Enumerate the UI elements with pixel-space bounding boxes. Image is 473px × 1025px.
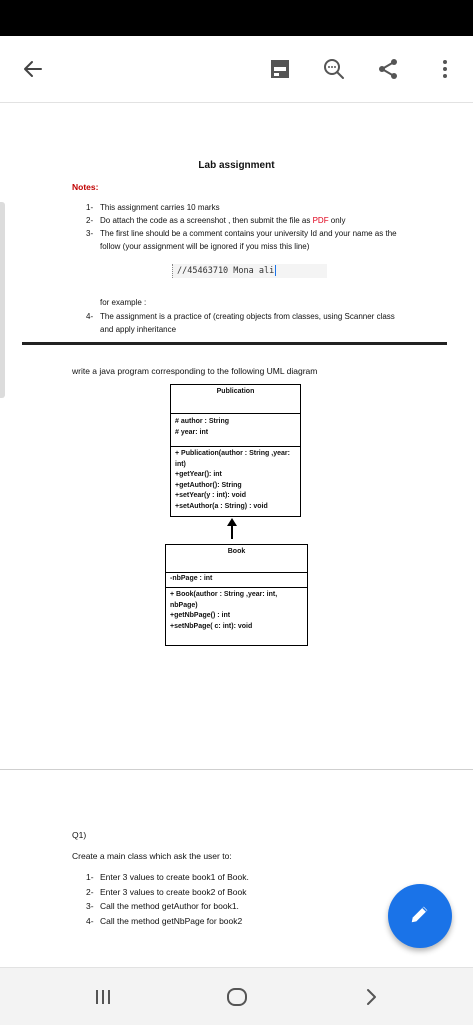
- uml-attributes: # author : String # year: int: [171, 414, 300, 447]
- uml-class-publication: [170, 384, 301, 517]
- status-bar: [0, 0, 473, 36]
- page-break: [0, 769, 473, 770]
- list-text: The assignment is a practice of (creating objects from classes, using Scanner class and apply inheritance: [100, 312, 395, 334]
- list-number: 4-: [86, 312, 94, 321]
- list-item: 2- Enter 3 values to create book2 of Book: [86, 886, 247, 897]
- question-intro: Create a main class which ask the user to:: [72, 851, 232, 861]
- uml-methods: + Publication(author : String ,year: int) +getYear(): int +getAuthor(): String +setYear(y : int): void +setAuthor(a : String) : void: [175, 450, 290, 510]
- list-item: [86, 310, 406, 336]
- back-chevron-icon[interactable]: [356, 982, 386, 1012]
- list-number: 1-: [86, 203, 94, 212]
- list-item: 4- Call the method getNbPage for book2: [86, 915, 243, 926]
- list-text: The first line should be a comment contains your university Id and your name as the follow (your assignment will be ignored if you miss this line): [100, 229, 397, 251]
- uml-instruction: write a java program corresponding to the following UML diagram: [72, 366, 318, 376]
- share-icon[interactable]: [375, 56, 401, 82]
- document-title: Lab assignment: [198, 160, 275, 171]
- more-vert-icon[interactable]: [432, 56, 458, 82]
- top-toolbar: [0, 36, 473, 103]
- question-list: [86, 870, 406, 928]
- uml-class-name: Book: [166, 545, 307, 573]
- uml-class-name: Publication: [171, 385, 300, 414]
- section-divider: [22, 342, 447, 345]
- uml-attributes: -nbPage : int: [166, 573, 307, 588]
- list-item: [86, 227, 406, 253]
- inheritance-arrow-line: [231, 525, 233, 539]
- notes-list-4: [86, 310, 406, 336]
- page-view-icon[interactable]: [267, 56, 293, 82]
- list-item: 1- Enter 3 values to create book1 of Book.: [86, 872, 249, 882]
- question-label: Q1): [72, 830, 87, 840]
- code-example: //45463710 Mona ali: [172, 264, 327, 278]
- list-number: 3-: [86, 229, 94, 238]
- pencil-edit-icon: [409, 903, 431, 930]
- notes-list: [86, 201, 406, 253]
- uml-class-book: [165, 544, 308, 646]
- notes-label: Notes:: [72, 182, 99, 192]
- uml-methods: + Book(author : String ,year: int, nbPage) +getNbPage() : int +setNbPage( c: int): void: [170, 591, 278, 630]
- arrow-left-icon[interactable]: [20, 56, 46, 82]
- list-item: 3- Call the method getAuthor for book1.: [86, 901, 239, 911]
- list-text: Do attach the code as a screenshot , then submit the file as PDF only: [100, 216, 346, 225]
- scroll-handle[interactable]: [0, 202, 5, 398]
- list-item: [86, 214, 406, 227]
- list-item: [86, 201, 406, 214]
- list-text: This assignment carries 10 marks: [100, 203, 220, 212]
- text-cursor: [275, 265, 276, 276]
- system-nav-bar: [0, 967, 473, 1025]
- search-icon[interactable]: [321, 56, 347, 82]
- edit-fab-button[interactable]: [388, 884, 452, 948]
- for-example-label: for example :: [100, 298, 147, 307]
- home-icon[interactable]: [222, 982, 252, 1012]
- recents-icon[interactable]: [88, 982, 118, 1012]
- list-number: 2-: [86, 216, 94, 225]
